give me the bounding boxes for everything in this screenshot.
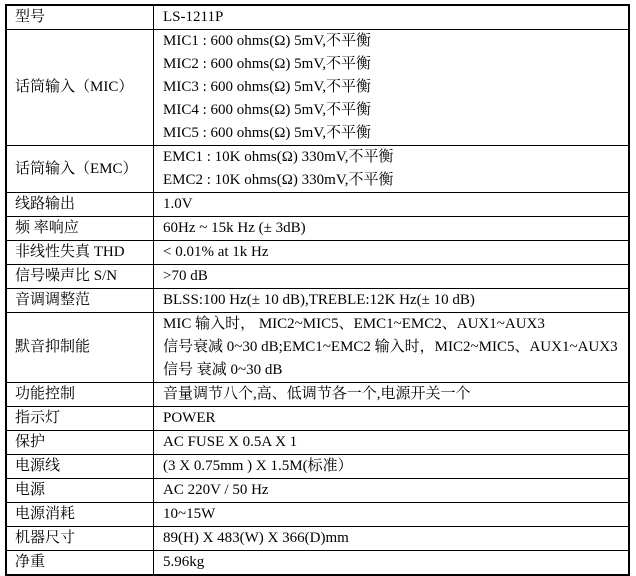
spec-label: 型号 <box>6 5 154 30</box>
spec-value-line: < 0.01% at 1k Hz <box>163 244 269 260</box>
spec-value <box>154 455 630 479</box>
table-row <box>6 407 629 431</box>
table-row <box>6 383 629 407</box>
spec-label: 线路输出 <box>6 193 154 217</box>
spec-value <box>154 193 630 217</box>
table-row <box>6 265 629 289</box>
spec-value <box>154 265 630 289</box>
spec-value-line: MIC4 : 600 ohms(Ω) 5mV,不平衡 <box>163 102 371 118</box>
spec-label: 净重 <box>6 551 154 576</box>
spec-label: 机器尺寸 <box>6 527 154 551</box>
spec-value-line: 89(H) X 483(W) X 366(D)mm <box>163 530 349 546</box>
spec-value <box>154 30 630 146</box>
table-row <box>6 146 629 193</box>
spec-value-line: >70 dB <box>163 268 208 284</box>
spec-value-line: POWER <box>163 410 216 426</box>
table-row <box>6 455 629 479</box>
spec-label: 音调调整范 <box>6 289 154 313</box>
table-row <box>6 479 629 503</box>
spec-value-line: 5.96kg <box>163 554 205 570</box>
spec-value <box>154 217 630 241</box>
spec-value <box>154 527 630 551</box>
spec-label: 话筒输入（MIC） <box>6 30 154 146</box>
spec-value-line: 音量调节八个,高、低调节各一个,电源开关一个 <box>163 386 471 402</box>
spec-value <box>154 503 630 527</box>
spec-label: 默音抑制能 <box>6 313 154 383</box>
table-row <box>6 431 629 455</box>
spec-value-line: 1.0V <box>163 196 193 212</box>
spec-value <box>154 551 630 576</box>
spec-value-line: BLSS:100 Hz(± 10 dB),TREBLE:12K Hz(± 10 dB) <box>163 292 475 308</box>
spec-label: 保护 <box>6 431 154 455</box>
spec-value <box>154 313 630 383</box>
spec-table <box>5 4 630 576</box>
spec-label: 指示灯 <box>6 407 154 431</box>
spec-value-line: MIC 输入时， MIC2~MIC5、EMC1~EMC2、AUX1~AUX3 <box>163 316 545 332</box>
table-row <box>6 289 629 313</box>
spec-value-line: MIC2 : 600 ohms(Ω) 5mV,不平衡 <box>163 56 371 72</box>
spec-value-line: LS-1211P <box>163 9 224 25</box>
table-row <box>6 527 629 551</box>
spec-label: 信号噪声比 S/N <box>6 265 154 289</box>
spec-label: 频 率响应 <box>6 217 154 241</box>
table-row <box>6 193 629 217</box>
spec-value-line: AC FUSE X 0.5A X 1 <box>163 434 298 450</box>
table-row <box>6 551 629 576</box>
table-row <box>6 5 629 30</box>
spec-value-line: MIC5 : 600 ohms(Ω) 5mV,不平衡 <box>163 125 371 141</box>
spec-value-line: EMC2 : 10K ohms(Ω) 330mV,不平衡 <box>163 172 394 188</box>
spec-value-line: 10~15W <box>163 506 216 522</box>
spec-value-line: 信号衰减 0~30 dB;EMC1~EMC2 输入时，MIC2~MIC5、AUX1~AUX3 信号 衰减 0~30 dB <box>163 339 618 378</box>
spec-table-body <box>6 5 629 575</box>
table-row <box>6 503 629 527</box>
spec-value <box>154 383 630 407</box>
table-row <box>6 313 629 383</box>
table-row <box>6 241 629 265</box>
spec-value <box>154 479 630 503</box>
spec-label: 电源线 <box>6 455 154 479</box>
table-row <box>6 30 629 146</box>
spec-value <box>154 241 630 265</box>
table-row <box>6 217 629 241</box>
spec-label: 非线性失真 THD <box>6 241 154 265</box>
spec-label: 功能控制 <box>6 383 154 407</box>
spec-value-line: (3 X 0.75mm ) X 1.5M(标准） <box>163 458 353 474</box>
spec-value-line: AC 220V / 50 Hz <box>163 482 269 498</box>
spec-label: 电源消耗 <box>6 503 154 527</box>
spec-value <box>154 431 630 455</box>
spec-value <box>154 146 630 193</box>
spec-value-line: EMC1 : 10K ohms(Ω) 330mV,不平衡 <box>163 149 394 165</box>
spec-value <box>154 5 630 30</box>
spec-value <box>154 289 630 313</box>
spec-label: 话筒输入（EMC） <box>6 146 154 193</box>
spec-value <box>154 407 630 431</box>
spec-value-line: MIC3 : 600 ohms(Ω) 5mV,不平衡 <box>163 79 371 95</box>
spec-value-line: 60Hz ~ 15k Hz (± 3dB) <box>163 220 306 236</box>
spec-label: 电源 <box>6 479 154 503</box>
spec-value-line: MIC1 : 600 ohms(Ω) 5mV,不平衡 <box>163 33 371 49</box>
